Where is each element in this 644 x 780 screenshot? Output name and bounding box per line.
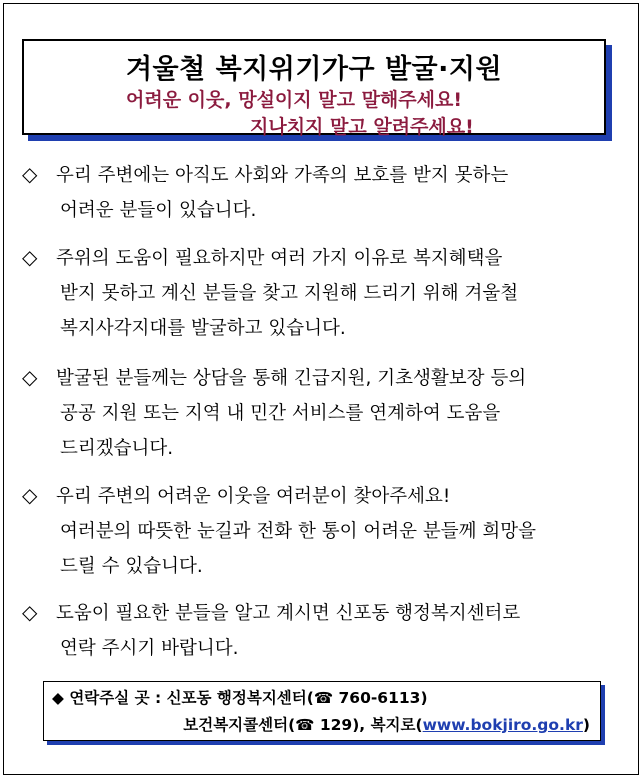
paragraph-line: 받지 못하고 계신 분들을 찾고 지원해 드리기 위해 겨울철 bbox=[60, 283, 519, 304]
diamond-bullet-icon: ◇ bbox=[22, 245, 38, 269]
contact-line-2 bbox=[183, 713, 590, 735]
diamond-bullet-icon: ◇ bbox=[22, 483, 38, 507]
paragraph-1 bbox=[22, 157, 622, 228]
filled-diamond-icon: ◆ bbox=[52, 689, 64, 707]
paragraph-2 bbox=[22, 240, 622, 346]
paragraph-line: 어려운 분들이 있습니다. bbox=[60, 200, 257, 221]
bokjiro-link[interactable]: www.bokjiro.go.kr bbox=[422, 716, 583, 734]
contact-text: 보건복지콜센터(☎ 129), 복지로( bbox=[183, 716, 423, 734]
paragraph-line: 여러분의 따뜻한 눈길과 전화 한 통이 어려운 분들께 희망을 bbox=[60, 521, 536, 542]
paragraph-line: 우리 주변에는 아직도 사회와 가족의 보호를 받지 못하는 bbox=[56, 165, 509, 186]
contact-line-1 bbox=[52, 686, 428, 708]
contact-box bbox=[43, 681, 601, 741]
subtitle-line-2: 지나치지 말고 알려주세요! bbox=[250, 116, 474, 138]
paragraph-line: 드리겠습니다. bbox=[60, 438, 174, 459]
paragraph-line: 주위의 도움이 필요하지만 여러 가지 이유로 복지혜택을 bbox=[56, 248, 503, 269]
paragraph-line: 공공 지원 또는 지역 내 민간 서비스를 연계하여 도움을 bbox=[60, 403, 501, 424]
contact-text: 연락주실 곳 : 신포동 행정복지센터(☎ 760-6113) bbox=[69, 689, 428, 707]
paragraph-line: 연락 주시기 바랍니다. bbox=[60, 638, 239, 659]
paragraph-line: 복지사각지대를 발굴하고 있습니다. bbox=[60, 318, 346, 339]
paragraph-line: 드릴 수 있습니다. bbox=[60, 556, 203, 577]
subtitle-line-1: 어려운 이웃, 망설이지 말고 말해주세요! bbox=[126, 89, 463, 111]
diamond-bullet-icon: ◇ bbox=[22, 365, 38, 389]
title-box bbox=[22, 39, 606, 138]
diamond-bullet-icon: ◇ bbox=[22, 162, 38, 186]
paragraph-3 bbox=[22, 360, 622, 466]
paragraph-line: 우리 주변의 어려운 이웃을 여러분이 찾아주세요! bbox=[56, 486, 451, 507]
paragraph-5 bbox=[22, 595, 622, 666]
paragraph-4 bbox=[22, 478, 622, 584]
paragraph-line: 도움이 필요한 분들을 알고 계시면 신포동 행정복지센터로 bbox=[56, 603, 521, 624]
contact-text: ) bbox=[582, 716, 590, 734]
diamond-bullet-icon: ◇ bbox=[22, 600, 38, 624]
paragraph-line: 발굴된 분들께는 상담을 통해 긴급지원, 기초생활보장 등의 bbox=[56, 368, 527, 389]
page-title: 겨울철 복지위기가구 발굴·지원 bbox=[125, 54, 503, 85]
